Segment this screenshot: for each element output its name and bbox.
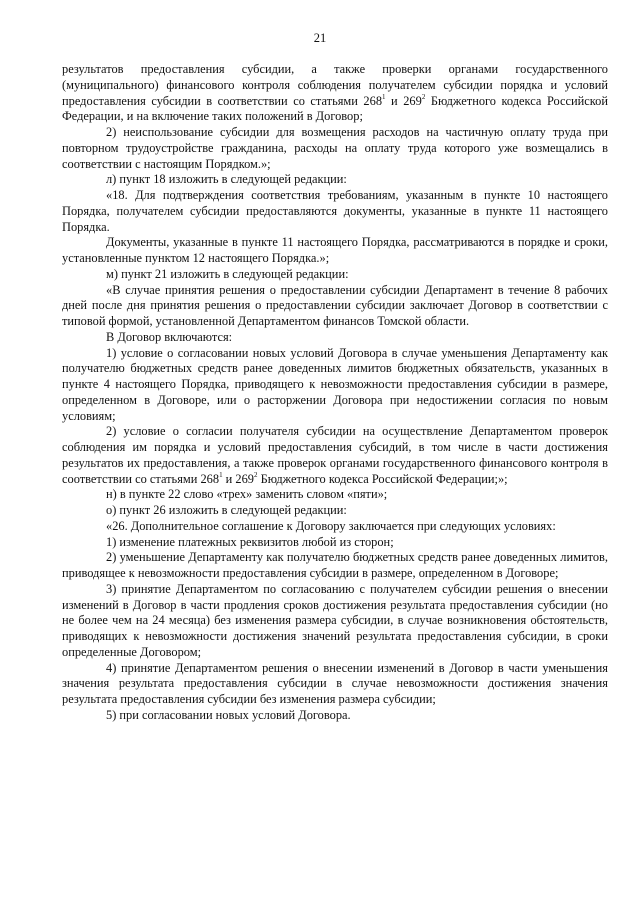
paragraph: 2) неиспользование субсидии для возмещения расходов на частичную оплату труда при повторном трудоустройстве гражданина, расходы на оплату труда которого уже возмещались в соответствии с настоящим Порядком.»; bbox=[62, 125, 608, 171]
paragraph: л) пункт 18 изложить в следующей редакции: bbox=[106, 172, 347, 187]
paragraph bbox=[62, 424, 608, 487]
paragraph: 1) изменение платежных реквизитов любой из сторон; bbox=[106, 534, 394, 549]
superscript: 2 bbox=[421, 92, 426, 101]
paragraph: «18. Для подтверждения соответствия требованиям, указанным в пункте 10 настоящего Порядка, получателем субсидии предоставляются документы, указанные в пункте 11 настоящего Порядка. bbox=[62, 188, 608, 234]
superscript: 1 bbox=[382, 92, 386, 101]
document-body bbox=[62, 62, 608, 724]
paragraph: о) пункт 26 изложить в следующей редакции: bbox=[106, 503, 347, 517]
paragraph-text: Бюджетного кодекса Российской Федерации;»; bbox=[257, 471, 508, 486]
paragraph-text: и 269 bbox=[222, 471, 254, 486]
page-number: 21 bbox=[313, 31, 327, 45]
paragraph: «26. Дополнительное соглашение к Договору заключается при следующих условиях: bbox=[106, 518, 556, 533]
paragraph: м) пункт 21 изложить в следующей редакции: bbox=[106, 266, 349, 281]
paragraph: н) в пункте 22 слово «трех» заменить словом «пяти»; bbox=[106, 487, 388, 502]
paragraph-text: результатов предоставления субсидии, а также проверки органами государственного (муниципального) финансового контроля соблюдения получателем субсидии порядка и условий предоставления субсидии в соответствии со статьями 268 bbox=[62, 62, 608, 108]
paragraph: 5) при согласовании новых условий Договора. bbox=[106, 707, 351, 722]
paragraph-text: Бюджетного кодекса Российской Федерации, и на включение таких положений в Договор; bbox=[62, 93, 609, 124]
superscript: 2 bbox=[254, 470, 258, 479]
superscript: 1 bbox=[219, 470, 223, 479]
paragraph-text: 2) условие о согласии получателя субсидии на осуществление Департаментом проверок соблюдения им порядка и условий предоставления субсидий, в том числе в части достижения результатов их предоставления, а также проверок органами государственного финансового контроля в соответствии со статьями 268 bbox=[62, 424, 608, 486]
paragraph: Документы, указанные в пункте 11 настоящего Порядка, рассматриваются в порядке и сроки, установленные пунктом 12 настоящего Порядка.»; bbox=[62, 235, 608, 265]
paragraph-text: и 269 bbox=[385, 93, 422, 108]
paragraph-continuation bbox=[62, 62, 608, 125]
paragraph: «В случае принятия решения о предоставлении субсидии Департамент в течение 8 рабочих дней после дня принятия решения о предоставлении субсидии заключает Договор в соответствии с типовой формой, установленной Департаментом финансов Томской области. bbox=[62, 282, 608, 328]
paragraph: В Договор включаются: bbox=[106, 329, 233, 344]
paragraph: 3) принятие Департаментом по согласованию с получателем субсидии решения о внесении изменений в Договор в части продления сроков достижения результата предоставления субсидии (но не более чем на 24 месяца) без изменения размера субсидии, в случае возникновения обстоятельств, приводящих к невозможности достижения значений результата предоставления субсидии, в сроки определенные Договором; bbox=[62, 581, 608, 659]
paragraph: 4) принятие Департаментом решения о внесении изменений в Договор в части уменьшения значения результата предоставления субсидии в случае невозможности достижения значения результата предоставления субсидии без изменения размера субсидии; bbox=[62, 660, 608, 706]
paragraph: 1) условие о согласовании новых условий Договора в случае уменьшения Департаменту как получателю бюджетных средств ранее доведенных лимитов бюджетных обязательств, указанных в пункте 4 настоящего Порядка, приводящего к невозможности предоставления субсидии в размере, определенном в Договоре, или о расторжении Договора при недостижении согласия по новым условиям; bbox=[62, 345, 608, 423]
paragraph: 2) уменьшение Департаменту как получателю бюджетных средств ранее доведенных лимитов, приводящее к невозможности предоставления субсидии в размере, определенном в Договоре; bbox=[62, 550, 608, 580]
